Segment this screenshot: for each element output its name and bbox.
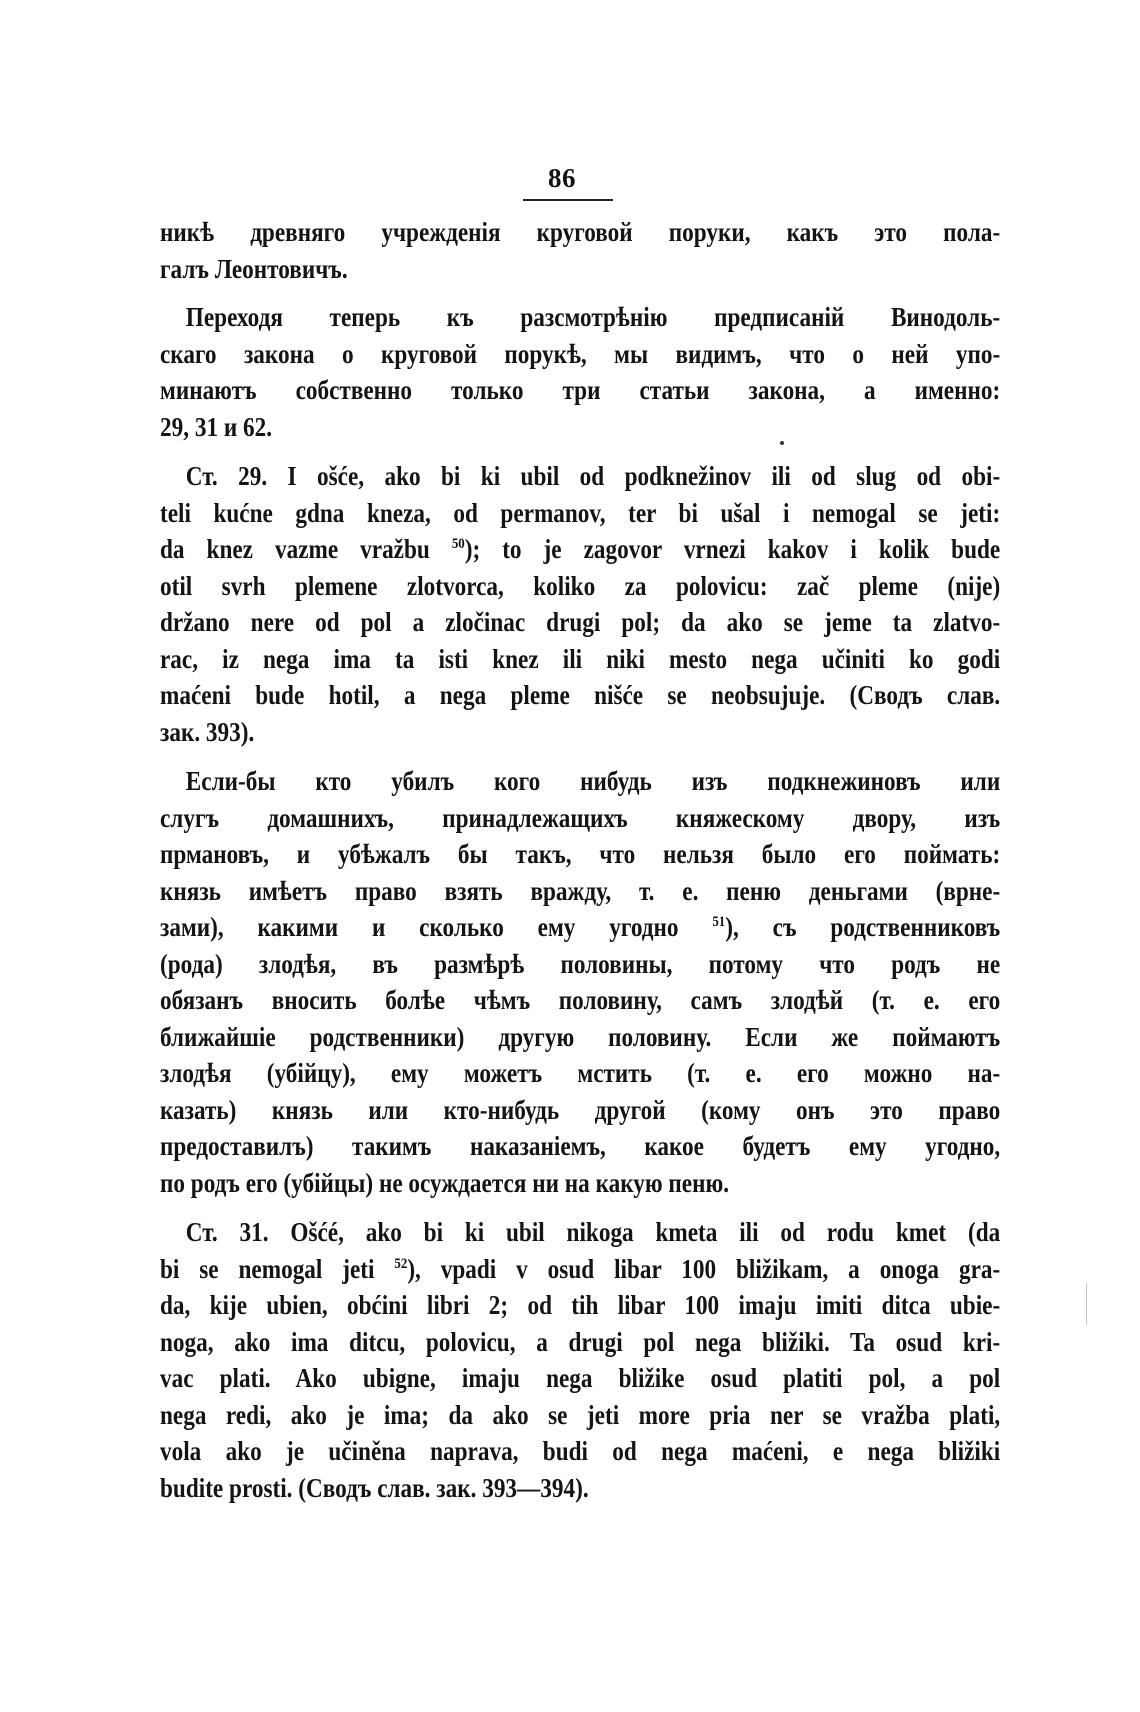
text-line: noga, ako ima ditcu, polovicu, a drugi pol nega bližiki. Ta osud kri- [160, 1326, 1001, 1357]
paragraph-intro [160, 299, 1000, 445]
text-line: da, kije ubien, obćini libri 2; od tih libar 100 imaju imiti ditca ubie- [160, 1290, 1001, 1320]
text-line: (рода) злодѣя, въ размѣрѣ половины, потому что родъ не [160, 948, 1001, 979]
text-fragment: ); to je zagovor vrnezi kakov i kolik bude [464, 534, 1001, 564]
scan-edge-mark [1086, 1283, 1087, 1325]
text-line: зак. 393). [160, 716, 255, 747]
text-line: Переходя теперь къ разсмотрѣнію предписаній Винодоль- [185, 302, 1001, 332]
footnote-ref-51[interactable]: 51 [712, 914, 726, 930]
text-line: Если-бы кто убилъ кого нибудь изъ подкнежиновъ или [185, 766, 1001, 796]
text-line: vola ako je učiněna naprava, budi od nega maćeni, e nega bližiki [160, 1436, 1001, 1466]
footnote-ref-52[interactable]: 52 [394, 1255, 408, 1272]
article-31-original [160, 1214, 1000, 1506]
text-line: по родъ его (убійцы) не осуждается ни на какую пеню. [160, 1167, 730, 1198]
text-line: teli kućne gdna kneza, od permanov, ter bi ušal i nemogal se jeti: [160, 497, 1001, 528]
text-line: скаго закона о круговой порукѣ, мы видимъ, что о ней упо- [160, 338, 1001, 369]
text-line: галъ Леонтовичъ. [160, 253, 348, 284]
text-line: budite prosti. (Сводъ слав. зак. 393—394). [160, 1472, 589, 1503]
text-line: maćeni bude hotil, a nega pleme nišće se neobsujuje. (Сводъ слав. [160, 680, 1001, 710]
text-line: vac plati. Ako ubigne, imaju nega bližike osud platiti pol, a pol [160, 1363, 1001, 1393]
text-line [160, 909, 1000, 946]
text-line: rac, iz nega ima ta isti knez ili niki mesto nega učiniti ko godi [160, 643, 1001, 674]
text-line: князь имѣетъ право взять вражду, т. е. пеню деньгами (врне- [160, 875, 1001, 906]
article-29-translation [160, 763, 1000, 1201]
text-line: казать) князь или кто-нибудь другой (кому онъ это право [160, 1094, 1001, 1125]
text-line: Ст. 29. I ošće, ako bi ki ubil od podknežinov ili od slug od obi- [185, 461, 1001, 491]
text-line: слугъ домашнихъ, принадлежащихъ княжескому двору, изъ [160, 802, 1001, 833]
text-line: ближайшіе родственники) другую половину. Если же поймаютъ [160, 1021, 1001, 1052]
text-fragment: bi se nemogal jeti [160, 1253, 375, 1284]
text-line: злодѣя (убійцу), ему можетъ мстить (т. е. его можно на- [160, 1058, 1001, 1088]
text-line: никѣ древняго учрежденія круговой поруки, какъ это пола- [160, 217, 1001, 247]
article-29-original [160, 458, 1000, 750]
text-line: прмановъ, и убѣжалъ бы такъ, что нельзя было его поймать: [160, 839, 1001, 869]
text-line: обязанъ вносить болѣе чѣмъ половину, самъ злодѣй (т. е. его [160, 985, 1001, 1015]
header-rule [523, 199, 613, 201]
page-number: 86 [548, 163, 576, 193]
text-line [160, 1251, 1000, 1288]
text-line [160, 531, 1000, 568]
text-fragment: зами), какими и сколько ему угодно [160, 912, 679, 942]
text-line: Ст. 31. Ošćé, ako bi ki ubil nikoga kmeta ili od rodu kmet (da [185, 1217, 1001, 1247]
text-line: nega redi, ako je ima; da ako se jeti more pria ner se vražba plati, [160, 1399, 1001, 1430]
footnote-ref-50[interactable]: 50 [451, 536, 465, 552]
paragraph-continuation [160, 214, 1000, 287]
text-fragment: ), съ родственниковъ [725, 912, 1001, 942]
text-line: otil svrh plemene zlotvorca, koliko za polovicu: zač pleme (nije) [160, 570, 1001, 601]
text-line: držano nere od pol a zločinac drugi pol; da ako se jeme ta zlatvo- [160, 607, 1001, 637]
text-fragment: da knez vazme vražbu [160, 534, 430, 564]
text-line: предоставилъ) такимъ наказаніемъ, какое будетъ ему угодно, [160, 1131, 1001, 1161]
text-line: минаютъ собственно только три статьи закона, а именно: [160, 375, 1001, 405]
text-fragment: ), vpadi v osud libar 100 bližikam, a onoga gra- [407, 1253, 1001, 1284]
text-line: 29, 31 и 62. [160, 411, 273, 442]
body-text [160, 214, 1000, 1506]
